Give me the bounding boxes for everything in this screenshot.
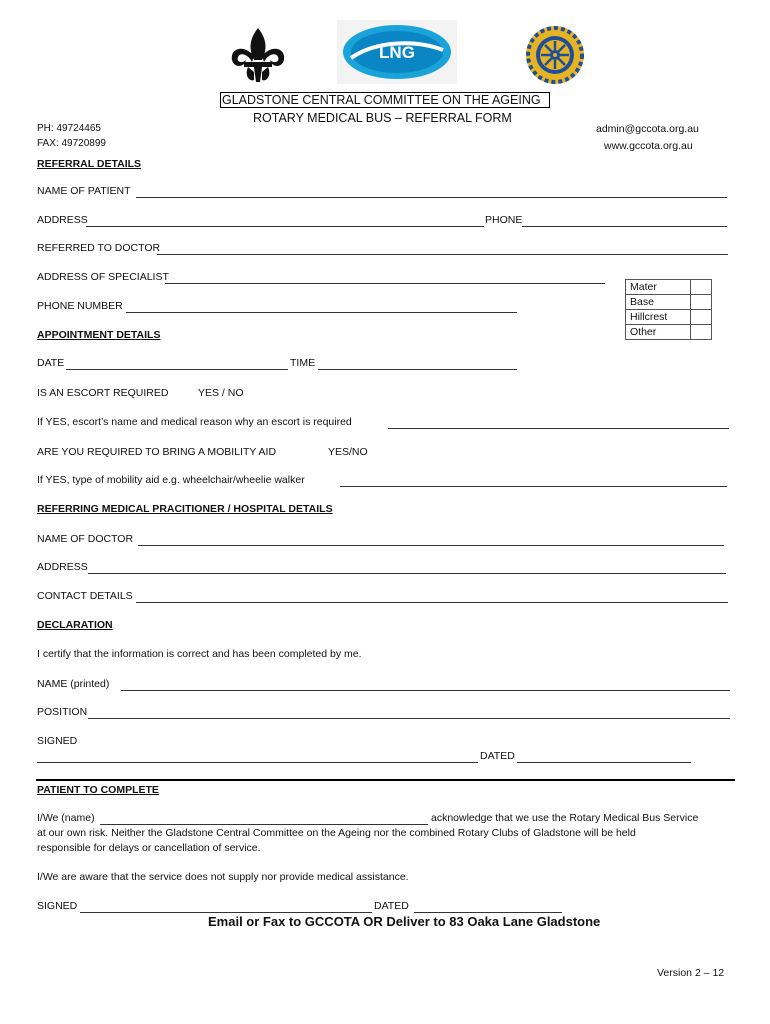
acknowledge-line2: at our own risk. Neither the Gladstone Central Committee on the Ageing nor the combined Rotary Clubs of Gladstone will be held xyxy=(37,827,636,839)
phone-label: PHONE xyxy=(485,214,523,226)
declaration-heading: DECLARATION xyxy=(37,619,113,631)
location-row-base xyxy=(626,295,712,310)
mobility-question: ARE YOU REQUIRED TO BRING A MOBILITY AID xyxy=(37,446,277,458)
form-title-line1: GLADSTONE CENTRAL COMMITTEE ON THE AGEING xyxy=(222,93,541,107)
escort-yes-no[interactable]: YES / NO xyxy=(198,387,244,399)
declaration-statement: I certify that the information is correct and has been completed by me. xyxy=(37,648,362,660)
location-label: Mater xyxy=(626,280,691,295)
address-of-specialist-field[interactable] xyxy=(165,283,605,284)
mobility-if-yes-label: If YES, type of mobility aid e.g. wheelchair/wheelie walker xyxy=(37,474,305,486)
name-of-doctor-field[interactable] xyxy=(138,545,724,546)
name-printed-label: NAME (printed) xyxy=(37,678,110,690)
patient-to-complete-heading: PATIENT TO COMPLETE xyxy=(37,784,159,796)
declaration-signature-field[interactable] xyxy=(37,762,478,763)
lng-logo xyxy=(337,20,457,84)
location-label: Other xyxy=(626,325,691,340)
version-text: Version 2 – 12 xyxy=(657,967,725,979)
fax-text: FAX: 49720899 xyxy=(37,138,106,149)
name-of-patient-label: NAME OF PATIENT xyxy=(37,185,131,197)
location-label: Hillcrest xyxy=(626,310,691,325)
phone-field[interactable] xyxy=(522,226,727,227)
patient-signed-label: SIGNED xyxy=(37,900,78,912)
position-field[interactable] xyxy=(88,718,730,719)
acknowledge-prefix: I/We (name) xyxy=(37,812,95,824)
appointment-details-heading: APPOINTMENT DETAILS xyxy=(37,329,161,341)
escort-question: IS AN ESCORT REQUIRED xyxy=(37,387,169,399)
referred-to-doctor-label: REFERRED TO DOCTOR xyxy=(37,242,161,254)
contact-details-label: CONTACT DETAILS xyxy=(37,590,133,602)
patient-signature-field[interactable] xyxy=(80,912,372,913)
patient-name-field[interactable] xyxy=(100,824,428,825)
section-divider xyxy=(36,779,735,781)
referred-to-doctor-field[interactable] xyxy=(157,254,728,255)
location-table xyxy=(625,279,712,340)
name-of-doctor-label: NAME OF DOCTOR xyxy=(37,533,134,545)
name-printed-field[interactable] xyxy=(121,690,730,691)
patient-dated-field[interactable] xyxy=(414,912,562,913)
time-field[interactable] xyxy=(318,369,517,370)
website-text: www.gccota.org.au xyxy=(604,140,693,152)
phone-number-field[interactable] xyxy=(126,312,517,313)
declaration-dated-field[interactable] xyxy=(517,762,691,763)
name-of-patient-field[interactable] xyxy=(136,197,727,198)
acknowledge-suffix: acknowledge that we use the Rotary Medical Bus Service xyxy=(431,812,699,824)
phone-number-label: PHONE NUMBER xyxy=(37,300,123,312)
time-label: TIME xyxy=(290,357,316,369)
escort-details-field[interactable] xyxy=(388,428,729,429)
lng-logo-text: LNG xyxy=(379,43,415,62)
delivery-instruction: Email or Fax to GCCOTA OR Deliver to 83 Oaka Lane Gladstone xyxy=(208,914,601,929)
location-row-hillcrest xyxy=(626,310,712,325)
acknowledge-line3: responsible for delays or cancellation of service. xyxy=(37,842,261,854)
location-checkbox-base[interactable] xyxy=(691,295,712,310)
patient-dated-label: DATED xyxy=(374,900,409,912)
address-field[interactable] xyxy=(86,226,484,227)
date-label: DATE xyxy=(37,357,65,369)
location-checkbox-mater[interactable] xyxy=(691,280,712,295)
email-text: admin@gccota.org.au xyxy=(596,123,699,135)
escort-if-yes-label: If YES, escort’s name and medical reason why an escort is required xyxy=(37,416,352,428)
position-label: POSITION xyxy=(37,706,88,718)
referral-details-heading: REFERRAL DETAILS xyxy=(37,158,142,170)
practitioner-heading: REFERRING MEDICAL PRACITIONER / HOSPITAL DETAILS xyxy=(37,503,333,515)
practitioner-address-field[interactable] xyxy=(88,573,726,574)
address-label: ADDRESS xyxy=(37,214,88,226)
location-label: Base xyxy=(626,295,691,310)
declaration-dated-label: DATED xyxy=(480,750,515,762)
signed-label: SIGNED xyxy=(37,735,78,747)
location-row-mater xyxy=(626,280,712,295)
form-title-line2: ROTARY MEDICAL BUS – REFERRAL FORM xyxy=(253,111,512,125)
mobility-yes-no[interactable]: YES/NO xyxy=(328,446,368,458)
location-checkbox-other[interactable] xyxy=(691,325,712,340)
fleur-de-lis-logo xyxy=(226,26,290,84)
practitioner-address-label: ADDRESS xyxy=(37,561,88,573)
location-checkbox-hillcrest[interactable] xyxy=(691,310,712,325)
address-of-specialist-label: ADDRESS OF SPECIALIST xyxy=(37,271,169,283)
mobility-aid-field[interactable] xyxy=(340,486,727,487)
location-row-other xyxy=(626,325,712,340)
contact-details-field[interactable] xyxy=(136,602,728,603)
aware-statement: I/We are aware that the service does not supply nor provide medical assistance. xyxy=(37,871,409,883)
phone-text: PH: 49724465 xyxy=(37,123,101,134)
rotary-logo xyxy=(524,24,586,86)
date-field[interactable] xyxy=(66,369,288,370)
